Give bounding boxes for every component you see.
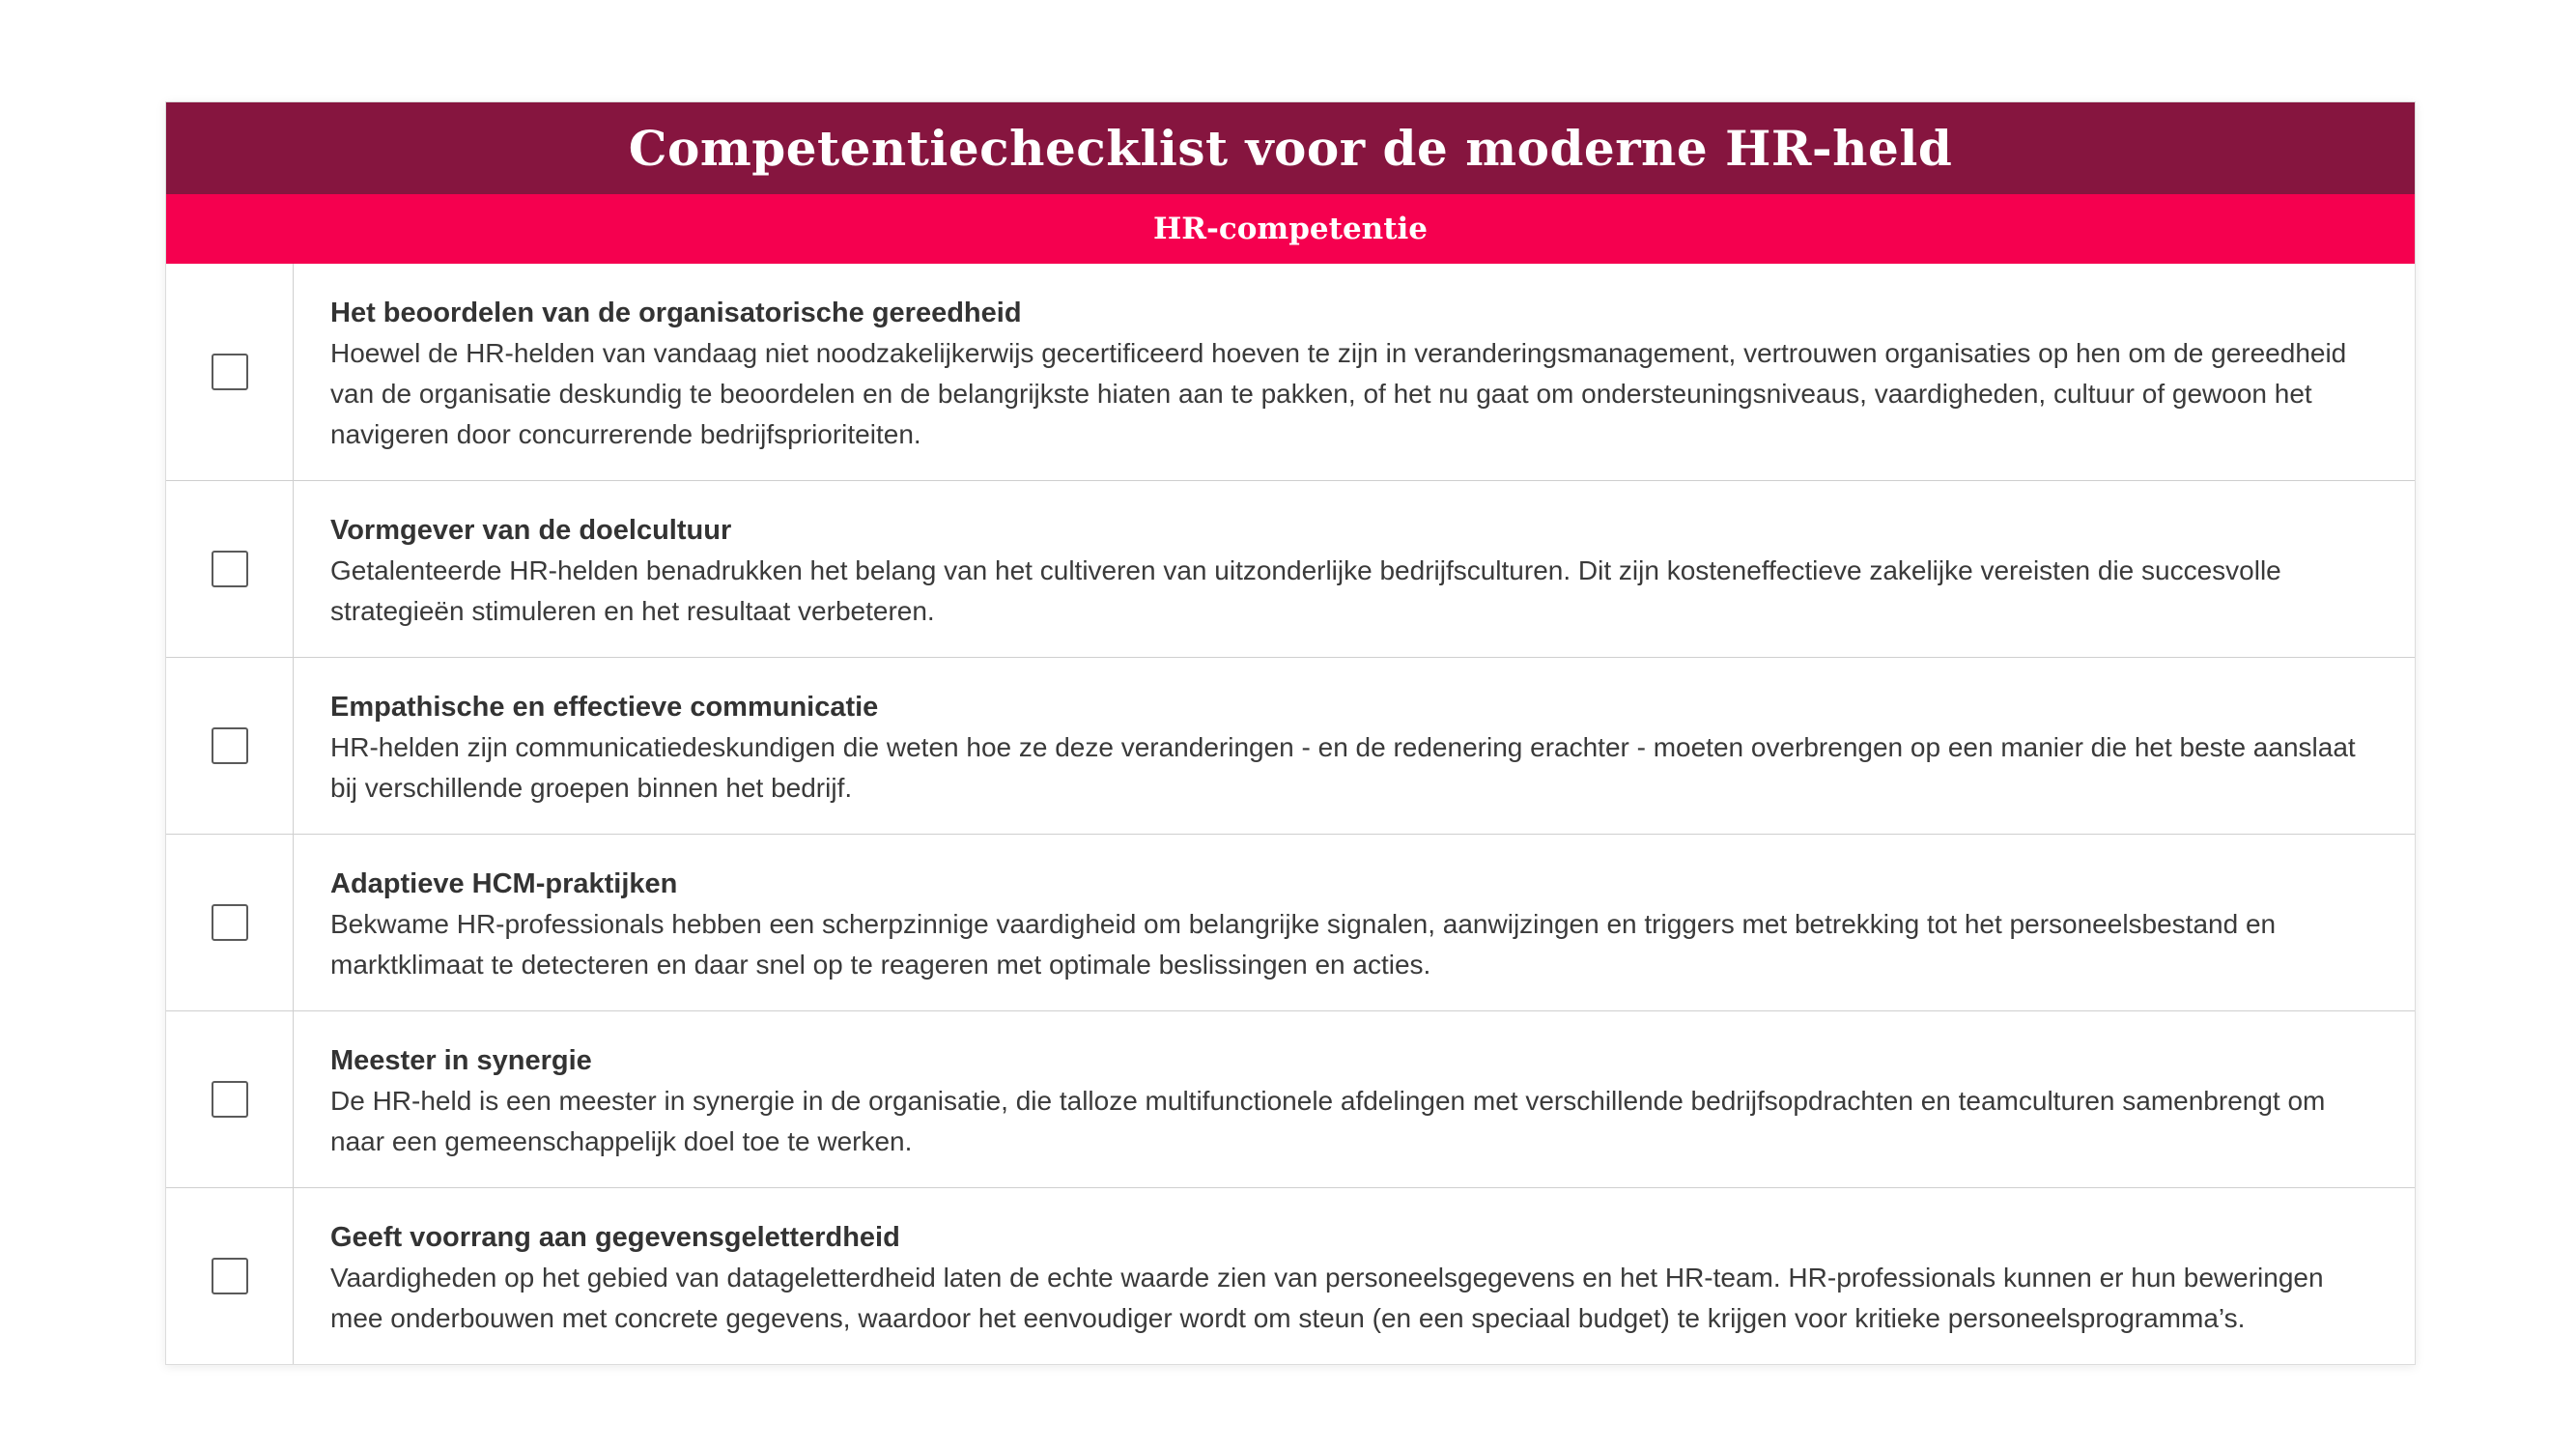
item-text <box>294 1188 2415 1364</box>
item-description: Vaardigheden op het gebied van datageletterdheid laten de echte waarde zien van personeelsgegevens en het HR-team. HR-professionals kunnen er hun beweringen mee onderbouwen met concrete gegevens, waardoor het eenvoudiger wordt om steun (en een speciaal budget) te krijgen voor kritieke personeelsprogramma’s. <box>330 1263 2324 1333</box>
checklist-row <box>166 1010 2415 1187</box>
item-text <box>294 1011 2415 1187</box>
checklist-row <box>166 1187 2415 1364</box>
page-title: Competentiechecklist voor de moderne HR-held <box>628 120 1953 177</box>
checkbox[interactable] <box>212 551 248 587</box>
checklist-row <box>166 264 2415 480</box>
item-description: Bekwame HR-professionals hebben een scherpzinnige vaardigheid om belangrijke signalen, aanwijzingen en triggers met betrekking tot het personeelsbestand en marktklimaat te detecteren en daar snel op te reageren met optimale beslissingen en acties. <box>330 909 2277 980</box>
column-header-label: HR-competentie <box>1152 212 1429 246</box>
checkbox-cell <box>166 481 294 657</box>
checklist-row <box>166 657 2415 834</box>
item-text <box>294 658 2415 834</box>
checkbox-cell <box>166 658 294 834</box>
checklist-row <box>166 480 2415 657</box>
checkbox-cell <box>166 1011 294 1187</box>
column-header <box>166 194 2415 264</box>
item-description: Hoewel de HR-helden van vandaag niet noodzakelijkerwijs gecertificeerd hoeven te zijn in veranderingsmanagement, vertrouwen organisaties op hen om de gereedheid van de organisatie deskundig te beoordelen en de belangrijkste hiaten aan te pakken, of het nu gaat om ondersteuningsniveaus, vaardigheden, cultuur of gewoon het navigeren door concurrerende bedrijfsprioriteiten. <box>330 338 2347 449</box>
checkbox-cell <box>166 1188 294 1364</box>
checkbox-cell <box>166 264 294 480</box>
checkbox[interactable] <box>212 904 248 941</box>
checkbox-cell <box>166 835 294 1010</box>
item-title: Adaptieve HCM-praktijken <box>330 868 678 899</box>
item-title: Empathische en effectieve communicatie <box>330 692 879 723</box>
item-text <box>294 835 2415 1010</box>
checkbox[interactable] <box>212 727 248 764</box>
item-title: Vormgever van de doelcultuur <box>330 515 732 546</box>
item-description: Getalenteerde HR-helden benadrukken het belang van het cultiveren van uitzonderlijke bedrijfsculturen. Dit zijn kosteneffectieve zakelijke vereisten die succesvolle strategieën stimuleren en het resultaat verbeteren. <box>330 555 2281 626</box>
item-text <box>294 481 2415 657</box>
item-description: HR-helden zijn communicatiedeskundigen die weten hoe ze deze veranderingen - en de redenering erachter - moeten overbrengen op een manier die het beste aanslaat bij verschillende groepen binnen het bedrijf. <box>330 732 2356 803</box>
title-bar <box>166 102 2415 194</box>
checklist-row <box>166 834 2415 1010</box>
item-title: Het beoordelen van de organisatorische gereedheid <box>330 298 1022 328</box>
checklist-rows <box>166 264 2415 1364</box>
checkbox[interactable] <box>212 1081 248 1118</box>
checklist-card <box>165 101 2416 1365</box>
item-text <box>294 264 2415 480</box>
item-title: Meester in synergie <box>330 1045 592 1076</box>
item-description: De HR-held is een meester in synergie in de organisatie, die talloze multifunctionele afdelingen met verschillende bedrijfsopdrachten en teamculturen samenbrengt om naar een gemeenschappelijk doel toe te werken. <box>330 1086 2326 1156</box>
item-title: Geeft voorrang aan gegevensgeletterdheid <box>330 1222 900 1253</box>
checkbox[interactable] <box>212 1258 248 1294</box>
checkbox[interactable] <box>212 354 248 390</box>
